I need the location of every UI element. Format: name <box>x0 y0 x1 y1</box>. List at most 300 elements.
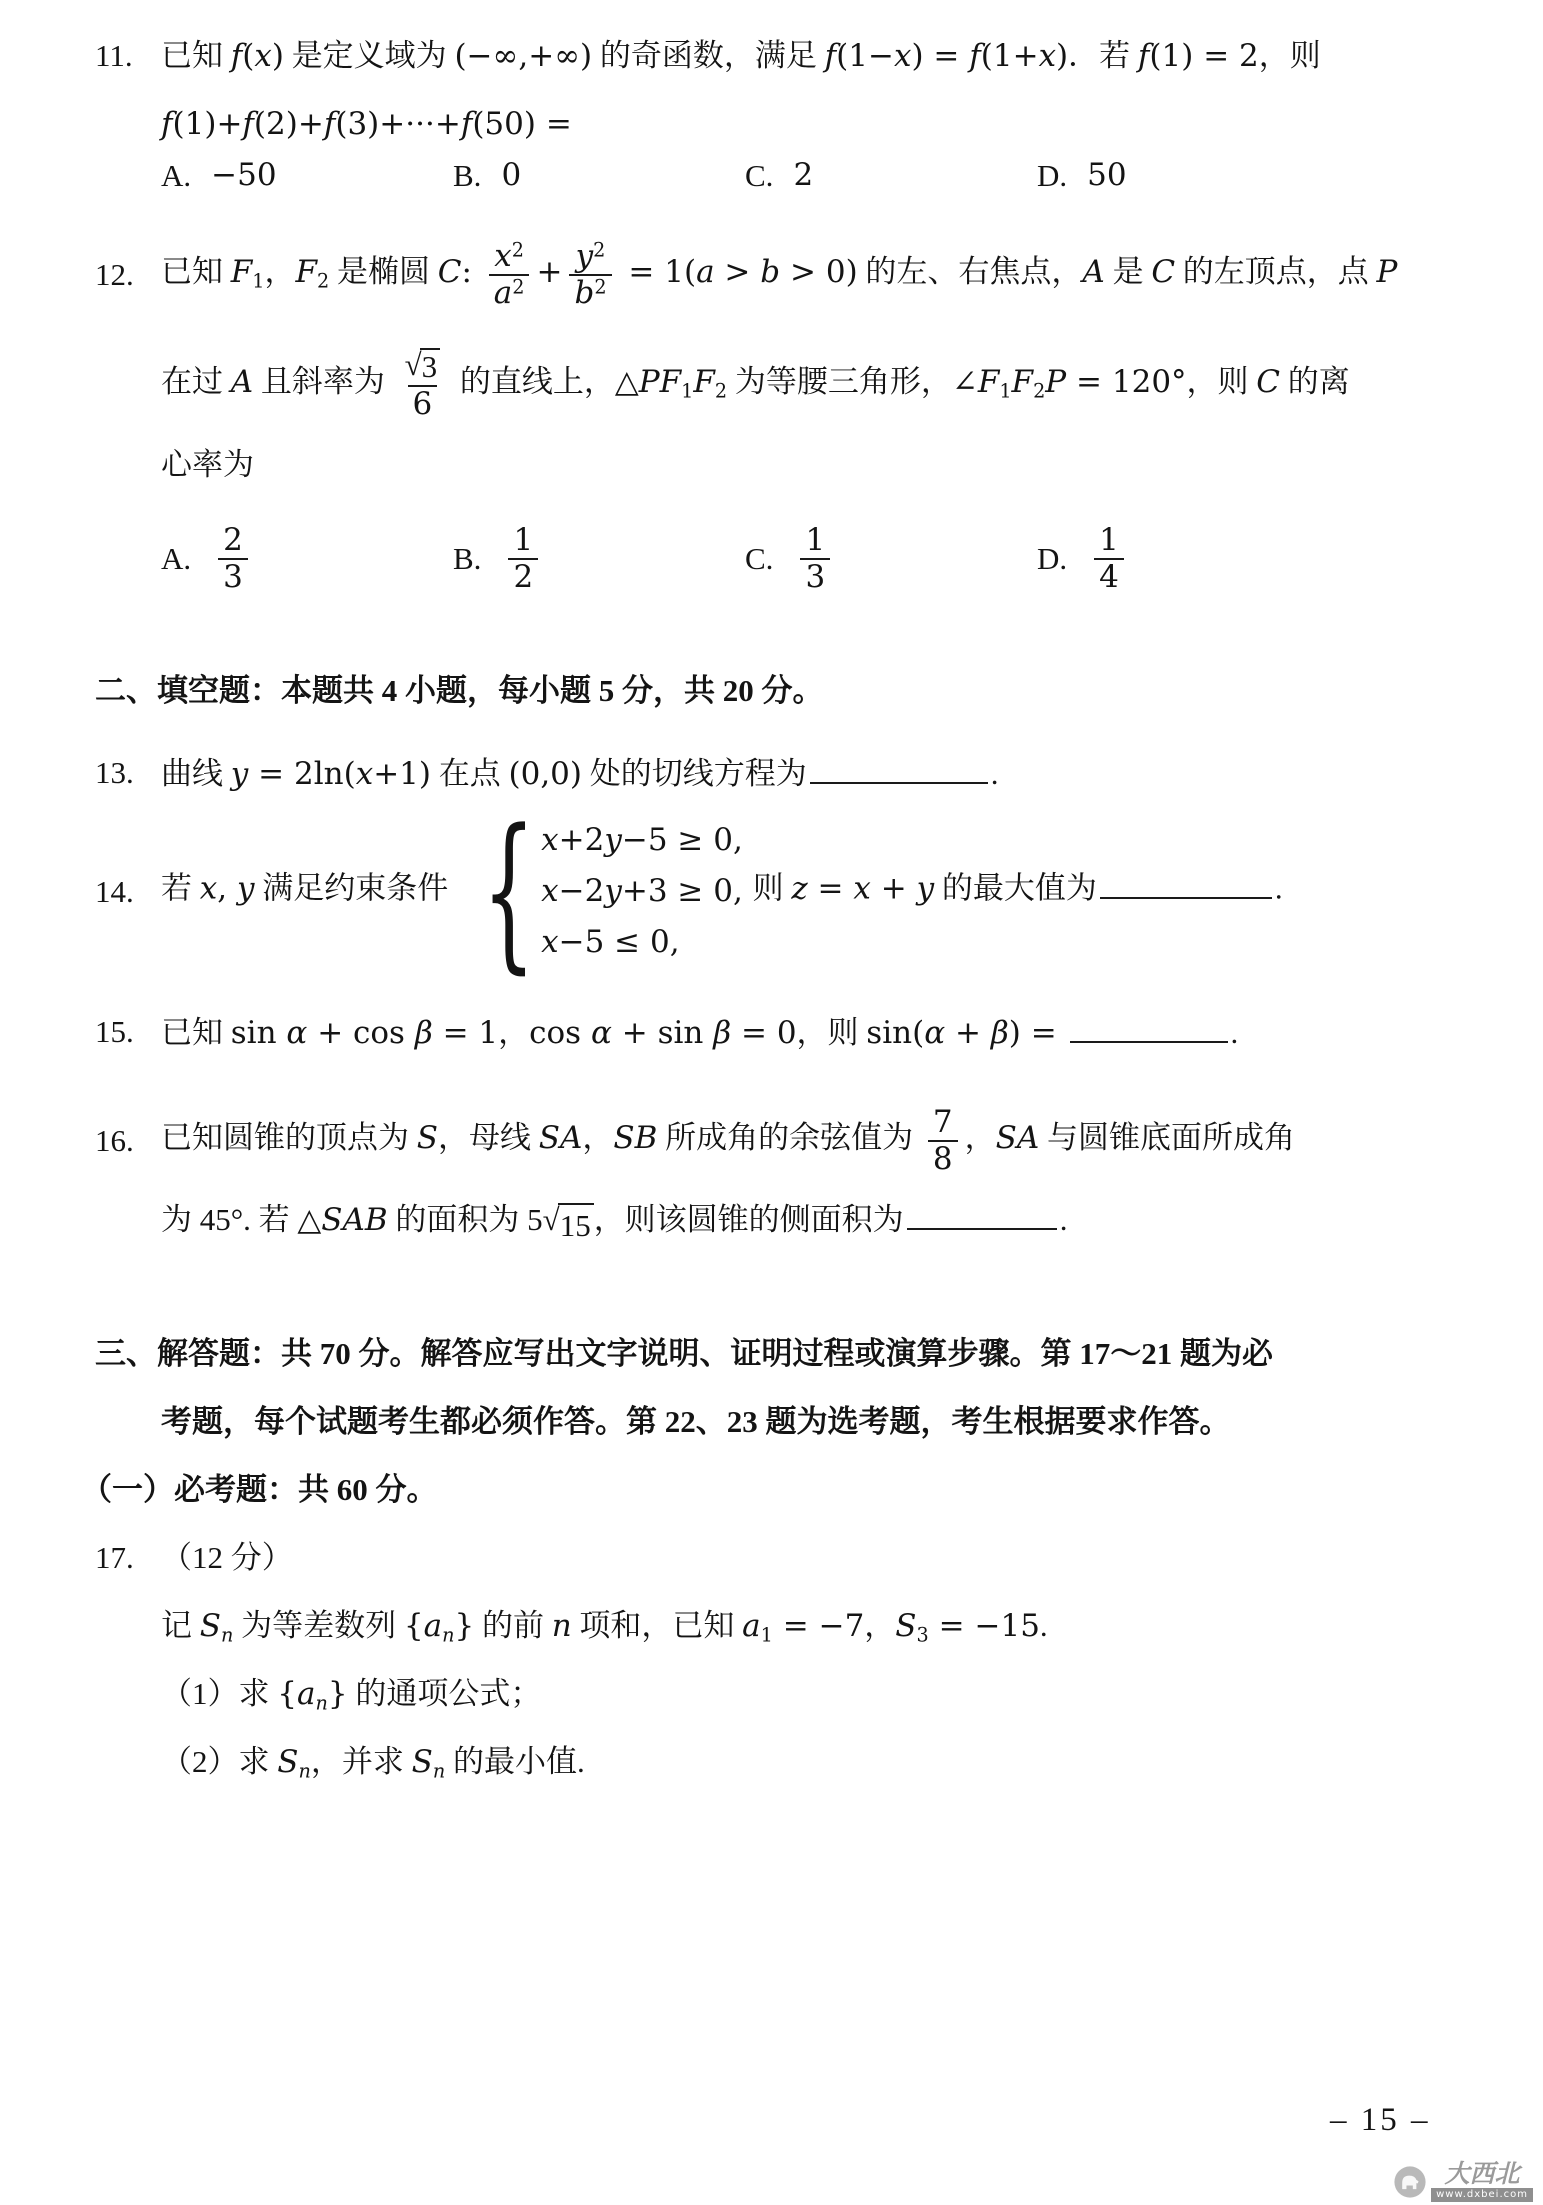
math-char <box>816 254 826 290</box>
numerator <box>218 523 248 558</box>
question-12-number: 12. <box>95 256 134 292</box>
math-char: 1 <box>1111 363 1132 400</box>
math-char: f <box>161 105 173 142</box>
fraction <box>569 239 611 310</box>
option-c <box>745 154 1037 197</box>
text-run: 的直线上， <box>452 363 615 399</box>
math-char: , <box>732 872 743 909</box>
math-run <box>494 238 524 274</box>
math-run: sin( <box>866 1014 925 1051</box>
section-3-heading-text-1: 三、解答题：共 70 分。解答应写出文字说明、证明过程或演算步骤。第 17～21 题为必 <box>95 1336 1273 1372</box>
math-char: 0 <box>1151 363 1172 400</box>
math-run: sin <box>230 1014 287 1051</box>
math-run: ∠ <box>951 363 978 400</box>
math-run <box>574 275 606 311</box>
math-char: = <box>817 870 844 907</box>
math-run <box>231 756 314 792</box>
denominator <box>489 274 530 311</box>
math-char <box>907 871 917 907</box>
text-run: ，并求 <box>310 1743 412 1779</box>
math-char: 2 <box>584 821 605 858</box>
math-char: 5 <box>647 821 668 858</box>
numerator <box>571 239 611 274</box>
math-char: ( <box>343 755 356 792</box>
text-run: 项和，已知 <box>571 1607 743 1643</box>
question-14-line-1 <box>95 793 1488 990</box>
math-char: A <box>342 1201 365 1238</box>
answer-blank <box>810 751 988 784</box>
math-run: + <box>536 253 563 290</box>
watermark-url: www.dxbei.com <box>1431 2188 1533 2202</box>
math-char: F <box>977 363 1000 400</box>
subscript: 1 <box>681 379 694 403</box>
math-char: ( <box>172 105 185 142</box>
math-char: a <box>423 1607 443 1644</box>
math-char: f <box>323 105 336 142</box>
question-17-part-1 <box>95 1672 1488 1716</box>
superscript: 2 <box>512 275 525 299</box>
math-char: = <box>1076 363 1102 400</box>
math-char: = <box>1203 37 1230 74</box>
section-3-heading-line-1 <box>95 1332 1488 1376</box>
math-run <box>231 38 284 74</box>
math-run: ) = <box>1008 1014 1067 1051</box>
question-16-line-1 <box>95 1089 1488 1193</box>
math-char: ∞ <box>554 37 581 74</box>
math-char <box>924 38 934 74</box>
math-run <box>1082 254 1104 290</box>
math-run <box>539 1120 583 1156</box>
math-run: 3 <box>223 558 243 595</box>
math-char: ) <box>1056 37 1069 74</box>
text-run: ，则该圆锥的侧面积为 <box>593 1201 904 1237</box>
math-run: cos <box>529 1014 591 1051</box>
math-run: △ <box>297 1201 322 1238</box>
text-run: 是定义域为 <box>283 37 455 73</box>
math-run <box>591 1015 612 1051</box>
option-a-label: A. <box>161 540 192 576</box>
subscript: n <box>432 1759 446 1783</box>
option-d-label: D. <box>1037 157 1068 193</box>
math-char: ) <box>911 37 924 74</box>
text-run: 满足约束条件 <box>254 870 449 906</box>
math-run <box>1256 364 1280 400</box>
subscript: 1 <box>760 1623 773 1647</box>
math-char: 1 <box>664 253 684 290</box>
text-run: ，则 <box>796 1014 867 1050</box>
text-run: 的左、右焦点， <box>857 253 1083 289</box>
math-char: 2 <box>266 105 286 142</box>
math-char <box>945 1015 955 1051</box>
text-run: ，则 <box>1186 363 1257 399</box>
option-a-value <box>211 154 276 197</box>
math-char <box>959 38 969 74</box>
text-run: . <box>1059 1201 1068 1237</box>
math-run <box>423 1607 455 1647</box>
subscript: n <box>442 1623 455 1647</box>
math-run <box>295 253 330 293</box>
math-run: { <box>403 1607 424 1644</box>
math-run <box>541 871 743 913</box>
math-run <box>541 922 680 964</box>
denominator <box>800 558 830 595</box>
math-char: 1 <box>1161 37 1182 74</box>
math-char: 2 <box>1131 363 1152 400</box>
watermark <box>1393 2162 1533 2202</box>
text-run: 的最大值为 <box>934 870 1097 906</box>
math-char: − <box>818 1607 845 1644</box>
math-char <box>654 254 664 290</box>
math-char: C <box>1151 253 1176 290</box>
math-char: P <box>1045 363 1067 400</box>
text-run: 的最小值. <box>445 1743 585 1779</box>
math-run <box>977 363 1012 403</box>
math-char: S <box>411 1743 433 1780</box>
denominator <box>1094 558 1124 595</box>
math-char: , <box>669 923 680 960</box>
math-char <box>780 254 790 290</box>
math-char: 2 <box>293 755 314 792</box>
text-run: 记 <box>161 1607 200 1643</box>
question-11-line-1 <box>95 34 1488 78</box>
superscript: 2 <box>511 238 524 262</box>
math-char: ) <box>845 253 858 290</box>
option-c-label: C. <box>745 157 774 193</box>
math-char <box>703 873 713 909</box>
math-char: − <box>558 872 585 909</box>
question-17-number: 17. <box>95 1540 134 1576</box>
text-run: ， <box>864 1607 896 1643</box>
math-char: f <box>242 105 254 142</box>
cases-lines <box>541 817 743 966</box>
math-run <box>417 1120 438 1156</box>
numerator <box>489 239 529 274</box>
section-3-heading-line-2 <box>95 1400 1488 1444</box>
math-char: + <box>558 821 585 858</box>
math-char <box>619 254 629 290</box>
text-run: ， <box>498 1014 530 1050</box>
math-char: 0 <box>713 821 733 858</box>
math-char: 2 <box>584 872 605 909</box>
math-char: b <box>574 274 595 311</box>
math-char: ∞ <box>492 37 519 74</box>
denominator <box>928 1140 958 1177</box>
math-char <box>1193 38 1203 74</box>
math-run <box>161 106 572 142</box>
math-char: A <box>1082 253 1105 290</box>
math-char: + <box>373 755 400 792</box>
question-16-text <box>161 1105 1295 1176</box>
question-13-line-1 <box>95 751 1488 796</box>
math-char: α <box>286 1014 308 1051</box>
text-run: 为等腰三角形， <box>727 363 952 399</box>
superscript: 2 <box>594 275 607 299</box>
text-run: 的前 <box>474 1607 552 1643</box>
math-run: 4 <box>1099 558 1119 595</box>
math-char: 7 <box>844 1607 865 1644</box>
math-run <box>344 756 431 792</box>
math-run: △ <box>614 363 639 400</box>
question-12-line-2 <box>95 333 1488 437</box>
math-run <box>713 1015 731 1051</box>
fraction <box>928 1105 958 1176</box>
math-char: x <box>199 870 218 907</box>
math-char: f <box>1137 37 1150 74</box>
math-char: y <box>230 755 249 792</box>
numerator <box>1094 523 1124 558</box>
math-run <box>895 1607 929 1647</box>
math-char: ) <box>271 37 284 74</box>
section-2-heading-text: 二、填空题：本题共 4 小题，每小题 5 分，共 20 分。 <box>95 672 824 708</box>
math-char: = <box>938 1607 965 1644</box>
numerator <box>508 523 538 558</box>
radicand: 15 <box>558 1203 594 1247</box>
math-char <box>750 254 760 290</box>
question-12-text-2 <box>161 348 1350 421</box>
option-b-value <box>501 154 521 197</box>
math-char <box>808 871 818 907</box>
math-run: −50 <box>211 157 277 193</box>
math-char: ( <box>454 37 467 74</box>
math-run <box>321 1202 387 1238</box>
watermark-text <box>1431 2162 1533 2202</box>
question-13-text <box>161 751 999 796</box>
section-2-heading <box>95 669 1488 713</box>
text-run: 的离 <box>1280 363 1350 399</box>
text-run: . <box>990 755 999 791</box>
math-char <box>703 822 713 858</box>
question-17-part-2 <box>95 1740 1488 1784</box>
math-char: S <box>416 1119 438 1156</box>
math-char: f <box>824 37 837 74</box>
subscript: 3 <box>916 1623 929 1647</box>
text-run: ．若 <box>1068 37 1138 73</box>
question-17-points: （12 分） <box>161 1540 293 1576</box>
math-char: = <box>545 105 572 142</box>
subscript: n <box>315 1691 328 1715</box>
denominator <box>569 274 611 311</box>
math-char: x <box>853 870 871 907</box>
math-char: + <box>297 105 324 142</box>
math-char: 1 <box>992 37 1013 74</box>
text-run: 且斜率为 <box>253 363 393 399</box>
math-char: 5 <box>584 923 605 960</box>
math-char: z <box>791 870 808 907</box>
math-char: 5 <box>484 105 505 142</box>
text-run: 所成角的余弦值为 <box>657 1119 921 1155</box>
math-char: F <box>295 253 317 290</box>
text-run: 已知 <box>161 253 231 289</box>
math-char: S <box>199 1607 221 1644</box>
text-run: . <box>1039 1607 1048 1643</box>
math-char: y <box>604 872 622 909</box>
radical-sign: √ <box>542 1201 560 1237</box>
math-char: − <box>558 923 585 960</box>
math-run: = 1 <box>432 1014 499 1051</box>
math-char: S <box>321 1201 343 1238</box>
option-a-value <box>211 523 255 594</box>
subscript: 1 <box>999 379 1012 403</box>
math-char: ( <box>242 37 255 74</box>
math-char: 1 <box>848 37 868 74</box>
math-run <box>411 1743 446 1783</box>
math-run <box>200 871 255 907</box>
math-char: F <box>230 253 253 290</box>
square-root <box>543 1203 594 1247</box>
option-a <box>161 154 453 197</box>
fraction <box>489 239 530 310</box>
math-char <box>668 822 678 858</box>
math-char: α <box>590 1014 612 1051</box>
math-char: 2 <box>1239 37 1259 74</box>
equation-system <box>450 793 743 990</box>
answer-blank <box>907 1197 1057 1230</box>
math-char: y <box>604 821 622 858</box>
math-char: S <box>538 1119 560 1156</box>
watermark-brand: 大西北 <box>1444 2160 1520 2188</box>
math-char: , <box>732 821 743 858</box>
option-c-label: C. <box>745 540 774 576</box>
math-char: · <box>424 105 435 142</box>
subscript: 2 <box>1033 379 1046 403</box>
math-run <box>742 1607 773 1647</box>
math-char <box>981 1015 991 1051</box>
math-char: ( <box>472 105 485 142</box>
math-run: 1 <box>805 522 826 559</box>
math-char: x <box>254 37 272 74</box>
option-d-label: D. <box>1037 540 1068 576</box>
question-12-line-1 <box>95 223 1488 327</box>
question-17-part-1-text <box>161 1673 541 1716</box>
math-char: β <box>990 1014 1009 1051</box>
math-char: 0 <box>504 105 524 142</box>
math-run: 7 <box>932 1103 953 1140</box>
math-run: ln <box>313 755 344 792</box>
math-char: ) <box>580 37 593 74</box>
math-char: = <box>628 253 655 290</box>
question-14-text <box>161 793 1283 990</box>
question-15-line-1 <box>95 1010 1488 1055</box>
math-run <box>552 1608 572 1644</box>
case-line <box>541 817 743 864</box>
text-run: 已知 <box>161 1014 231 1050</box>
case-line <box>541 868 743 915</box>
math-char: S <box>277 1743 299 1780</box>
question-14-number: 14. <box>95 873 134 909</box>
math-run <box>613 1120 657 1156</box>
math-char: S <box>613 1119 635 1156</box>
text-run: 在点 <box>431 755 509 791</box>
math-char: x <box>541 923 559 960</box>
math-char: + <box>621 872 648 909</box>
math-char: ( <box>836 37 849 74</box>
text-run: ， <box>582 1119 614 1155</box>
math-char <box>248 756 258 792</box>
math-char: ( <box>253 105 267 142</box>
text-run: 在过 <box>161 363 231 399</box>
text-run: 的左顶点，点 <box>1175 253 1377 289</box>
math-char: a <box>696 253 715 290</box>
question-13-number: 13. <box>95 755 134 791</box>
text-run: 已知 <box>161 37 231 73</box>
question-12-options <box>95 509 1488 609</box>
math-char: F <box>693 363 715 400</box>
math-char: a <box>493 274 513 311</box>
math-char: ) <box>204 105 217 142</box>
text-run: 若 <box>161 870 200 906</box>
math-char: ≥ <box>677 872 704 909</box>
math-char: + <box>434 105 461 142</box>
subscript: 2 <box>714 379 728 403</box>
text-run: 处的切线方程为 <box>582 755 807 791</box>
math-char: a <box>296 1675 316 1712</box>
answer-blank <box>1070 1010 1228 1043</box>
math-char: 3 <box>647 872 668 909</box>
math-run <box>576 238 606 274</box>
math-run <box>1045 364 1186 400</box>
math-char: = <box>258 755 285 792</box>
text-run: 已知圆锥的顶点为 <box>161 1119 417 1155</box>
math-char <box>1229 38 1239 74</box>
text-run: 为 45°. 若 <box>161 1201 298 1237</box>
math-char: x <box>355 755 374 792</box>
math-char: 0 <box>713 872 733 909</box>
subscript: 1 <box>252 269 265 293</box>
math-char: P <box>638 363 660 400</box>
question-16-text-2 <box>161 1197 1067 1247</box>
math-run: 6 <box>412 385 433 422</box>
option-a <box>161 509 453 609</box>
math-char: F <box>1011 363 1034 400</box>
math-char: A <box>560 1119 583 1156</box>
math-char <box>773 1608 783 1644</box>
math-char: f <box>969 37 981 74</box>
question-12-text-3 <box>161 444 254 486</box>
question-11-number: 11. <box>95 38 133 74</box>
math-char: + <box>954 1014 981 1051</box>
math-char <box>844 871 854 907</box>
subscript: 2 <box>317 269 330 293</box>
math-char: − <box>466 37 493 74</box>
math-run <box>1011 363 1046 403</box>
option-b <box>453 154 745 197</box>
text-run: . <box>1230 1014 1239 1050</box>
math-run <box>638 363 694 403</box>
text-run: 与圆锥底面所成角 <box>1039 1119 1296 1155</box>
math-char: − <box>621 821 648 858</box>
math-char: y <box>916 870 935 907</box>
math-run <box>791 871 934 907</box>
option-d-value <box>1087 154 1126 197</box>
question-11-options <box>95 154 1488 197</box>
fraction <box>508 523 538 594</box>
left-brace-glyph: { <box>482 793 536 990</box>
math-char <box>809 1608 819 1644</box>
option-c-value <box>793 154 813 197</box>
math-char: 3 <box>347 105 368 142</box>
option-b-label: B. <box>453 540 482 576</box>
math-char: − <box>867 37 894 74</box>
text-run: 的面积为 5 <box>387 1201 543 1237</box>
option-b <box>453 509 745 609</box>
math-char: ≥ <box>677 821 704 858</box>
option-d <box>1037 509 1329 609</box>
math-char: β <box>414 1014 433 1051</box>
math-char: + <box>1012 37 1039 74</box>
math-run <box>924 1015 1009 1051</box>
superscript: 2 <box>593 238 606 262</box>
math-char: x <box>893 37 912 74</box>
